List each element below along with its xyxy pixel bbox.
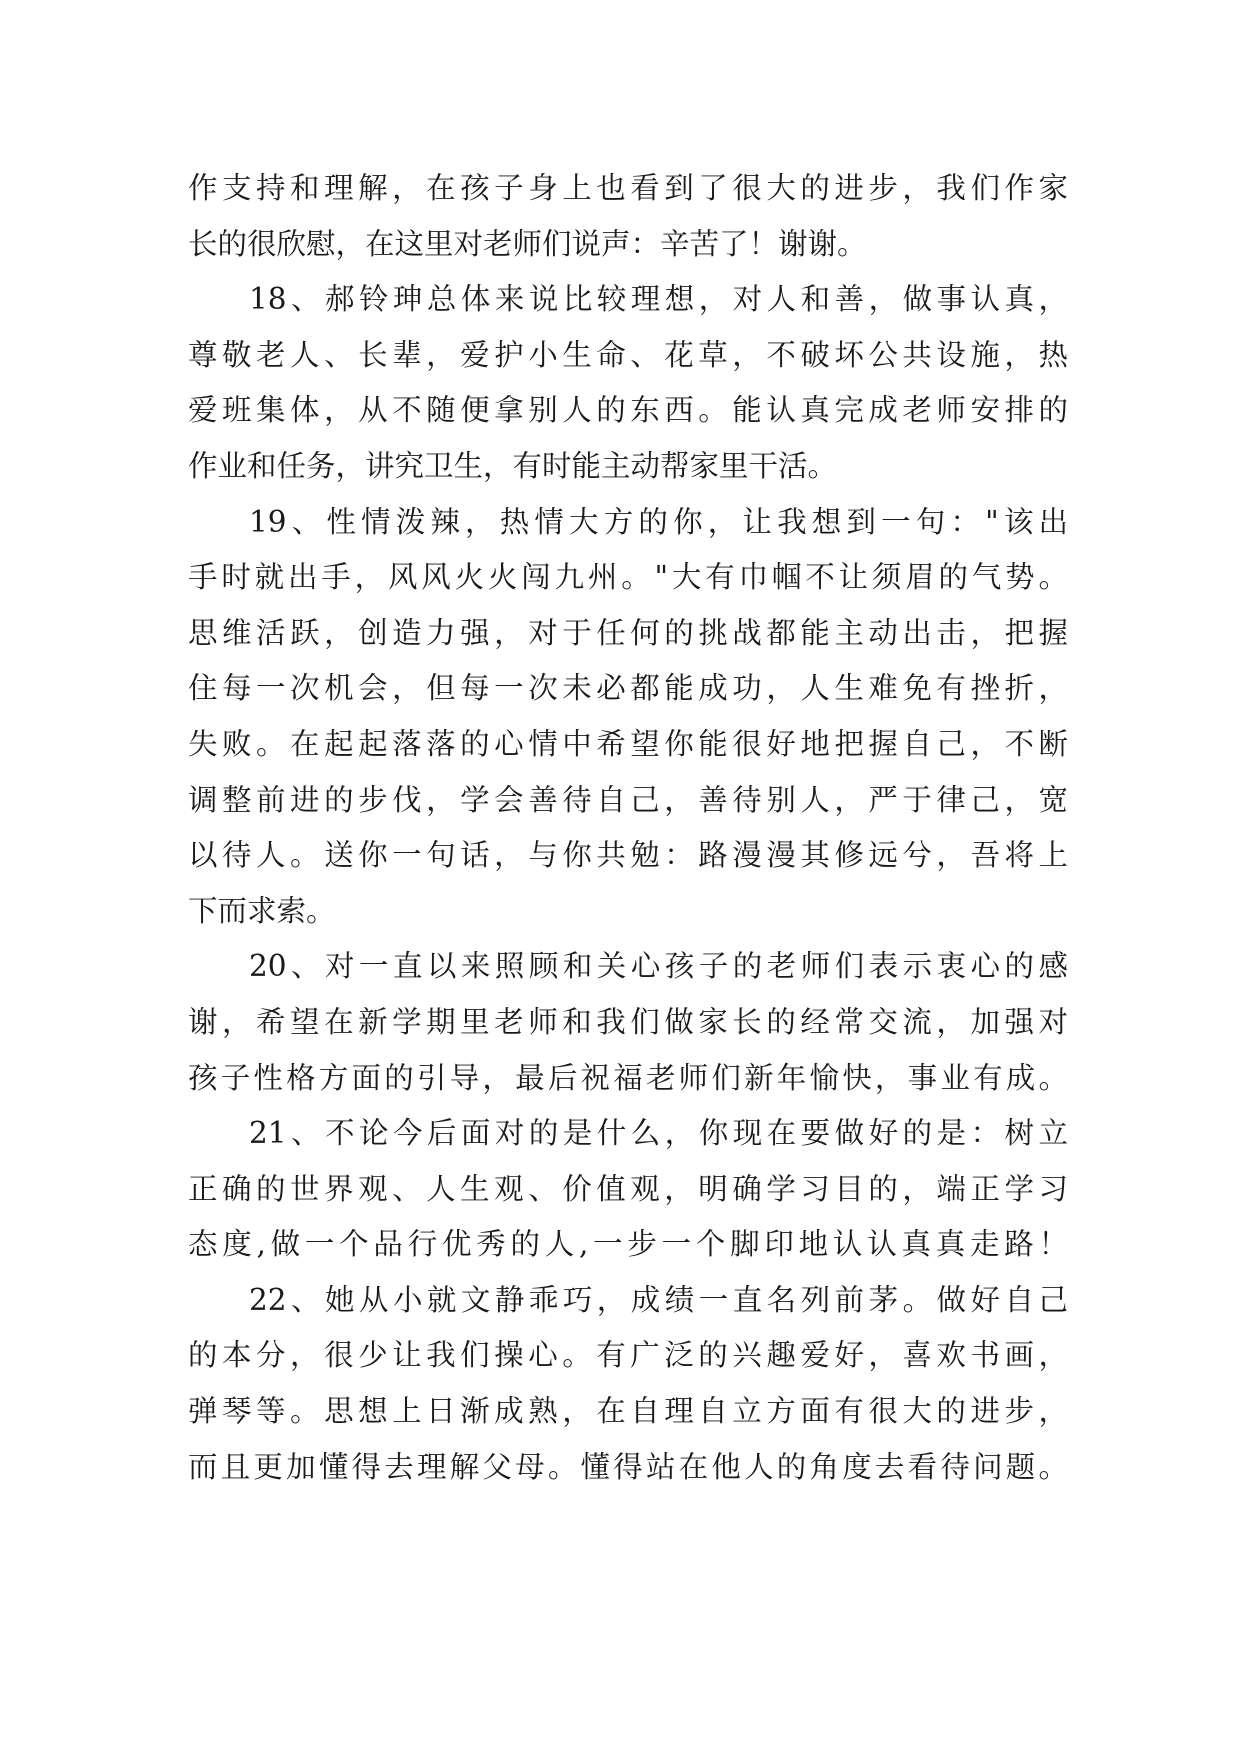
text-line: 态度,做一个品行优秀的人,一步一个脚印地认认真真走路！ [188,1227,1068,1262]
text-line: 以待人。送你一句话，与你共勉：路漫漫其修远兮，吾将上 [188,838,1068,873]
text-line: 长的很欣慰，在这里对老师们说声：辛苦了！谢谢。 [188,226,867,261]
text-line: 的本分，很少让我们操心。有广泛的兴趣爱好，喜欢书画， [188,1338,1068,1373]
text-line: 下而求索。 [188,893,336,928]
text-line: 作支持和理解，在孩子身上也看到了很大的进步，我们作家 [188,171,1068,205]
text-line: 而且更加懂得去理解父母。懂得站在他人的角度去看待问题。 [188,1449,1068,1484]
paragraph-first-line: 18、郝铃珅总体来说比较理想，对人和善，做事认真， [249,282,1068,317]
text-line: 孩子性格方面的引导，最后祝福老师们新年愉快，事业有成。 [188,1060,1068,1095]
text-line: 住每一次机会，但每一次未必都能成功，人生难免有挫折， [188,671,1068,706]
text-line: 爱班集体，从不随便拿别人的东西。能认真完成老师安排的 [188,393,1068,428]
text-line: 思维活跃，创造力强，对于任何的挑战都能主动出击，把握 [188,615,1068,650]
text-line: 失败。在起起落落的心情中希望你能很好地把握自己，不断 [188,726,1068,761]
paragraph-first-line: 19、性情泼辣，热情大方的你，让我想到一句："该出 [249,504,1068,539]
text-line: 调整前进的步伐，学会善待自己，善待别人，严于律己，宽 [188,782,1068,817]
paragraph-first-line: 20、对一直以来照顾和关心孩子的老师们表示衷心的感 [249,949,1068,984]
paragraph-first-line: 21、不论今后面对的是什么，你现在要做好的是：树立 [249,1116,1068,1151]
document-body [188,161,1068,1495]
text-line: 正确的世界观、人生观、价值观，明确学习目的，端正学习 [188,1171,1068,1206]
text-line: 作业和任务，讲究卫生，有时能主动帮家里干活。 [188,448,838,483]
text-line: 谢，希望在新学期里老师和我们做家长的经常交流，加强对 [188,1004,1068,1039]
text-line: 手时就出手，风风火火闯九州。"大有巾帼不让须眉的气势。 [188,560,1068,595]
text-line: 尊敬老人、长辈，爱护小生命、花草，不破坏公共设施，热 [188,337,1068,372]
text-line: 弹琴等。思想上日渐成熟，在自理自立方面有很大的进步， [188,1394,1068,1429]
paragraph-first-line: 22、她从小就文静乖巧，成绩一直名列前茅。做好自己 [249,1282,1068,1317]
